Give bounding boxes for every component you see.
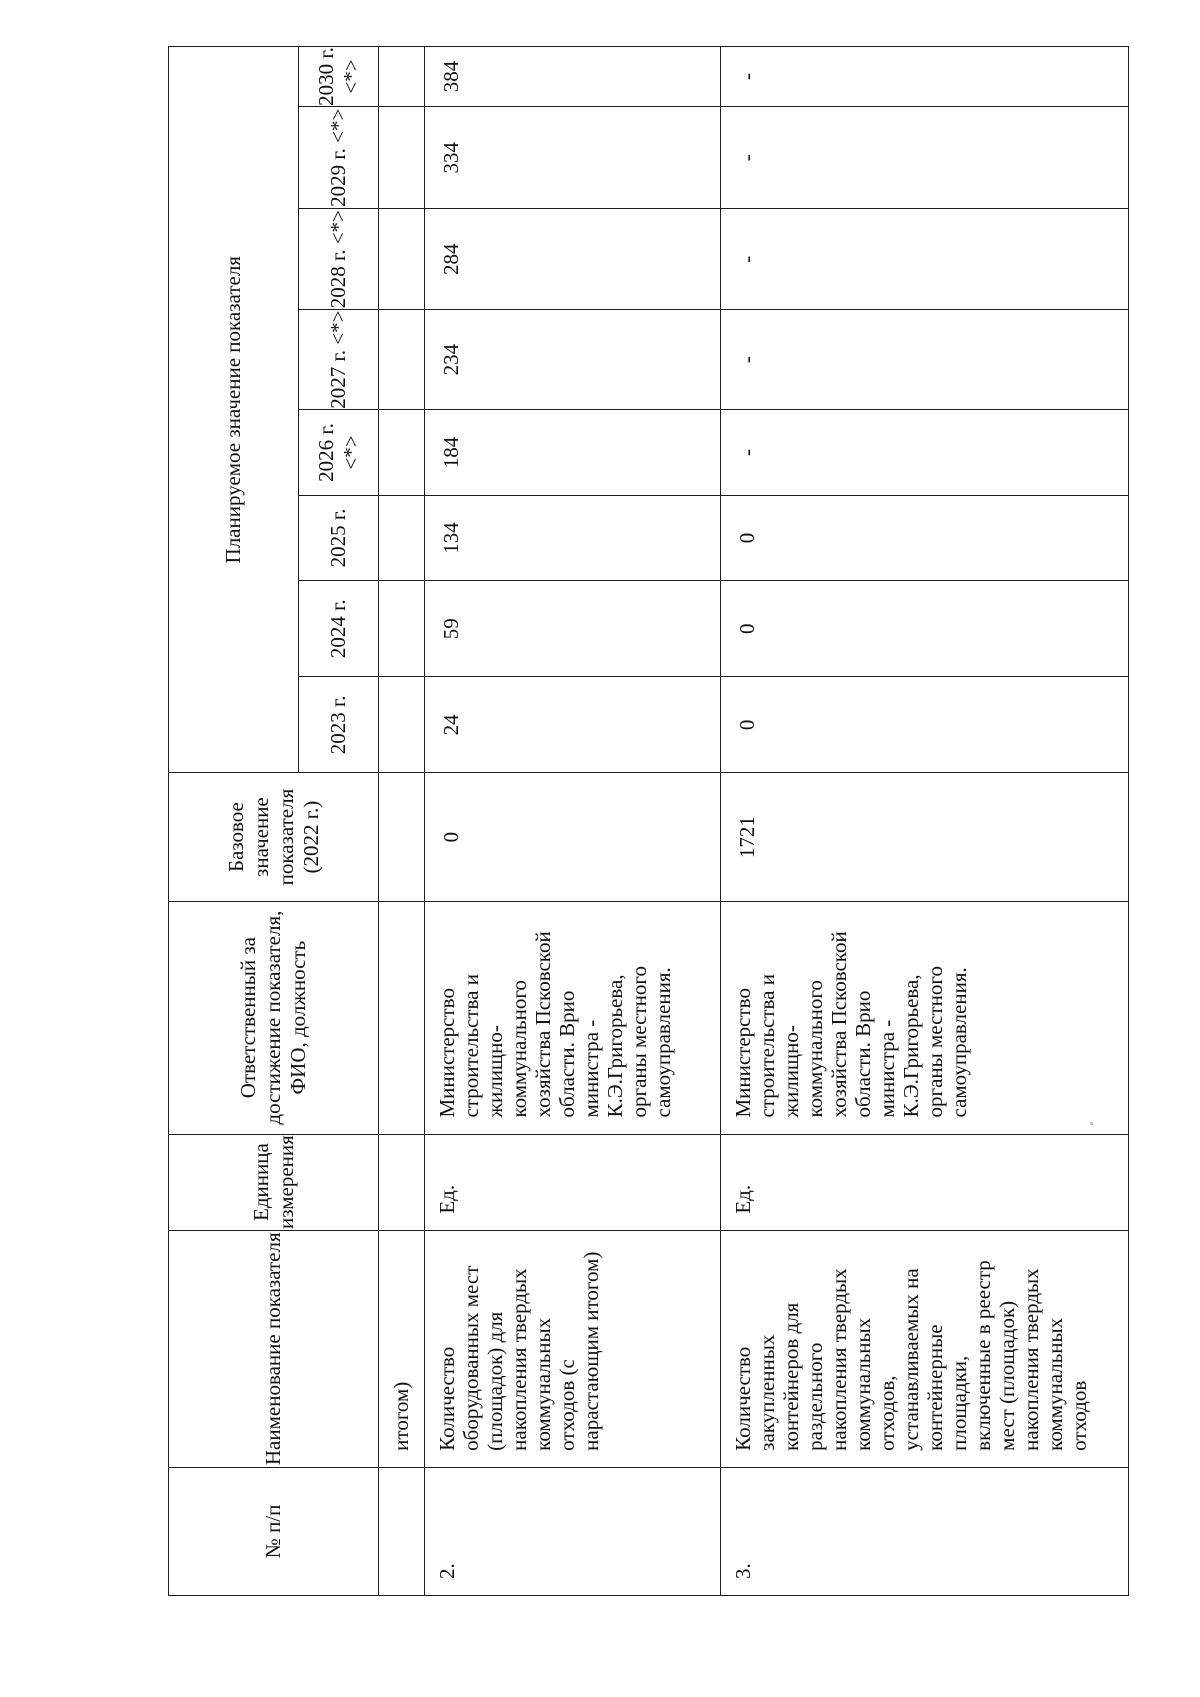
year-header: 2028 г. <*> bbox=[299, 209, 379, 309]
row-value bbox=[379, 410, 425, 495]
rotated-table-wrapper bbox=[168, 46, 1128, 1596]
row-unit bbox=[379, 1134, 425, 1230]
row-value: - bbox=[721, 209, 1129, 309]
header-row bbox=[169, 47, 299, 1596]
year-header: 2026 г. <*> bbox=[299, 410, 379, 495]
row-value bbox=[379, 677, 425, 773]
row-value bbox=[379, 495, 425, 580]
indicator-table bbox=[168, 46, 1129, 1596]
row-base: 0 bbox=[425, 773, 721, 901]
row-name: Количество оборудованных мест (площадок) для накопления твердых коммунальных отходов (с нарастающим итогом) bbox=[425, 1230, 721, 1467]
row-value: 24 bbox=[425, 677, 721, 773]
row-value: 284 bbox=[425, 209, 721, 309]
row-base: 1721 bbox=[721, 773, 1129, 901]
row-value bbox=[379, 106, 425, 209]
year-header: 2030 г. <*> bbox=[299, 47, 379, 107]
year-header: 2025 г. bbox=[299, 495, 379, 580]
row-responsible: Министерство строительства и жилищно-коммунального хозяйства Псковской области. Врио министра - К.Э.Григорьева, органы местного самоуправления. bbox=[721, 901, 1129, 1134]
row-value: 0 bbox=[721, 581, 1129, 677]
row-num: 2. bbox=[425, 1467, 721, 1595]
row-unit: Ед. bbox=[425, 1134, 721, 1230]
header-name: Наименование показателя bbox=[169, 1230, 379, 1467]
row-responsible: Министерство строительства и жилищно-коммунального хозяйства Псковской области. Врио министра - К.Э.Григорьева, органы местного самоуправления. bbox=[425, 901, 721, 1134]
row-value: 234 bbox=[425, 309, 721, 409]
row-value: - bbox=[721, 106, 1129, 209]
table-row bbox=[379, 47, 425, 1596]
row-value: - bbox=[721, 309, 1129, 409]
row-value: - bbox=[721, 410, 1129, 495]
year-header: 2027 г. <*> bbox=[299, 309, 379, 409]
table-row bbox=[721, 47, 1129, 1596]
row-value bbox=[379, 209, 425, 309]
row-value: 59 bbox=[425, 581, 721, 677]
header-num: № п/п bbox=[169, 1467, 379, 1595]
table-row bbox=[425, 47, 721, 1596]
row-value: 0 bbox=[721, 495, 1129, 580]
row-num: 3. bbox=[721, 1467, 1129, 1595]
header-base: Базовое значение показателя (2022 г.) bbox=[169, 773, 379, 901]
row-value: 384 bbox=[425, 47, 721, 107]
row-value: 334 bbox=[425, 106, 721, 209]
scan-speck bbox=[1090, 1122, 1093, 1125]
year-header: 2023 г. bbox=[299, 677, 379, 773]
row-unit: Ед. bbox=[721, 1134, 1129, 1230]
header-responsible: Ответственный за достижение показателя, ФИО, должность bbox=[169, 901, 379, 1134]
row-value: - bbox=[721, 47, 1129, 107]
row-value bbox=[379, 309, 425, 409]
header-unit: Единица измерения bbox=[169, 1134, 379, 1230]
row-value: 0 bbox=[721, 677, 1129, 773]
year-header: 2029 г. <*> bbox=[299, 106, 379, 209]
row-base bbox=[379, 773, 425, 901]
row-name: Количество закупленных контейнеров для раздельного накопления твердых коммунальных отходов, устанавливаемых на контейнерные площадки, включенные в реестр мест (площадок) накопления твердых коммунальных отходов bbox=[721, 1230, 1129, 1467]
row-value bbox=[379, 47, 425, 107]
year-header: 2024 г. bbox=[299, 581, 379, 677]
row-name: итогом) bbox=[379, 1230, 425, 1467]
row-value: 134 bbox=[425, 495, 721, 580]
row-value: 184 bbox=[425, 410, 721, 495]
row-num bbox=[379, 1467, 425, 1595]
row-value bbox=[379, 581, 425, 677]
row-responsible bbox=[379, 901, 425, 1134]
header-planned: Планируемое значение показателя bbox=[169, 47, 299, 773]
